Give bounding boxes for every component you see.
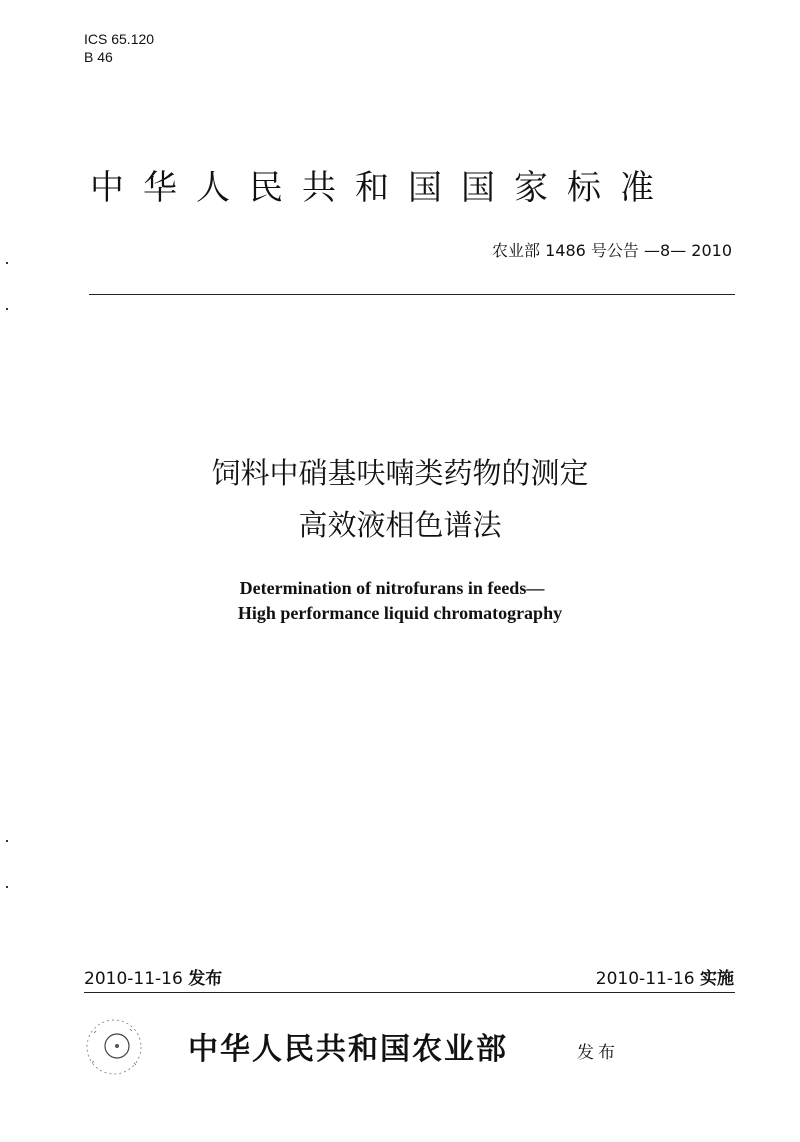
- footer-divider: [84, 992, 735, 993]
- scan-mark: [6, 840, 8, 842]
- standard-title: 中华人民共和国国家标准: [90, 168, 673, 208]
- english-title-line-1: Determination of nitrofurans in feeds—: [239, 578, 545, 598]
- issuing-ministry: 中华人民共和国农业部: [188, 1032, 508, 1067]
- seal-stamp-icon: [82, 1015, 146, 1079]
- ccs-code: B 46: [84, 49, 113, 65]
- ics-code: ICS 65.120: [84, 31, 155, 47]
- scan-mark: [6, 886, 8, 888]
- issuer-action: 发布: [577, 1043, 619, 1063]
- scan-mark: [6, 262, 8, 264]
- chinese-title-line-1: 饲料中硝基呋喃类药物的测定: [211, 456, 589, 490]
- scan-mark: [6, 308, 8, 310]
- classification-codes: [84, 30, 154, 66]
- implement-label: 实施: [700, 969, 734, 989]
- english-title-line-2: High performance liquid chromatography: [237, 603, 563, 623]
- issue-date-block: [84, 964, 222, 989]
- implement-date-block: [596, 964, 734, 989]
- implement-date: 2010-11-16: [595, 969, 695, 989]
- header-divider: [89, 294, 735, 295]
- chinese-title-line-2: 高效液相色谱法: [298, 508, 502, 542]
- issue-label: 发布: [188, 969, 223, 989]
- standard-number: 农业部 1486 号公告 —8— 2010: [492, 241, 732, 260]
- issue-date: 2010-11-16: [84, 969, 183, 989]
